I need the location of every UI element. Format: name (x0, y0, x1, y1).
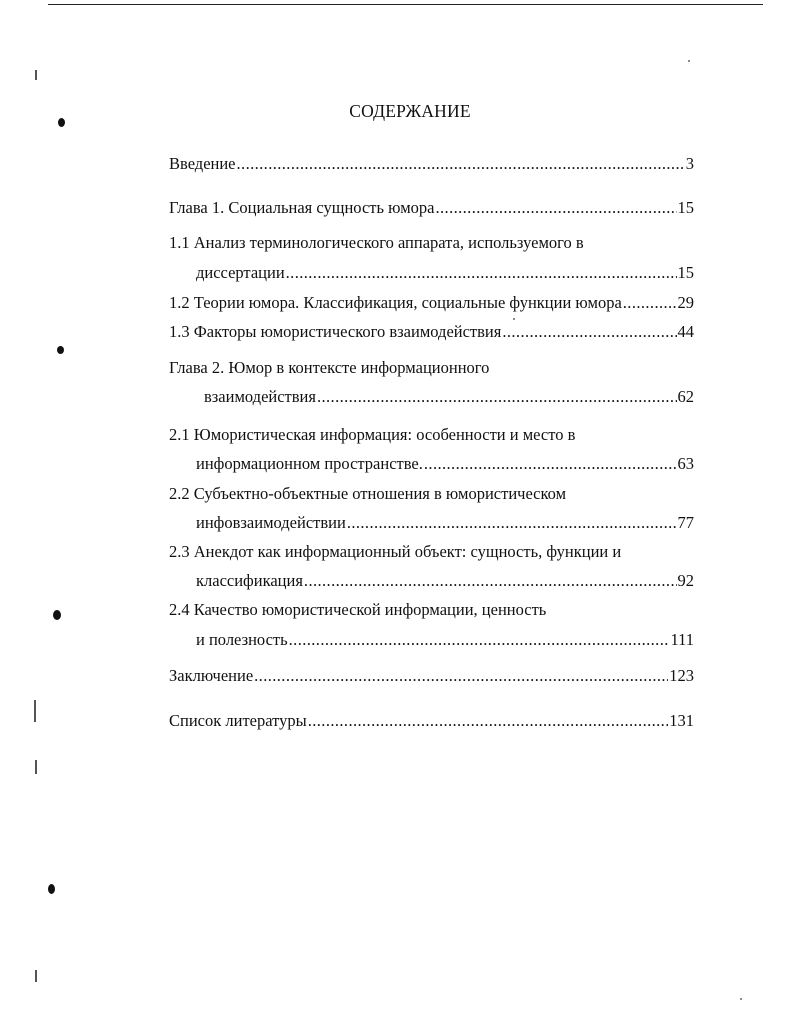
toc-entry-bibliography[interactable] (169, 709, 694, 733)
dot-leader (436, 196, 677, 220)
dot-leader (289, 628, 670, 652)
binder-hole-mark (53, 610, 61, 620)
toc-entry-text: Глава 1. Социальная сущность юмора (169, 198, 435, 217)
toc-entry-text: инфовзаимодействии (196, 513, 346, 532)
toc-page-number: 77 (677, 513, 694, 532)
top-rule (48, 4, 763, 5)
toc-entry-introduction[interactable] (169, 152, 694, 176)
scan-edge-mark (34, 700, 36, 722)
dot-leader (304, 569, 677, 593)
toc-entry-conclusion[interactable] (169, 664, 694, 688)
dot-leader (286, 261, 677, 285)
binder-hole-mark (48, 884, 55, 894)
toc-entry-1-1[interactable] (196, 261, 694, 285)
toc-page-number: 15 (677, 263, 694, 282)
toc-entry-1-2[interactable] (169, 291, 694, 315)
toc-entry-text: классификация (196, 571, 303, 590)
toc-entry-text: 1.3 Факторы юмористического взаимодействия (169, 322, 502, 341)
dot-leader (623, 291, 677, 315)
toc-entry-2-3[interactable] (196, 569, 694, 593)
toc-entry-text: и полезность (196, 630, 288, 649)
toc-entry-text: диссертации (196, 263, 285, 282)
toc-entry-chapter-2-first-line: Глава 2. Юмор в контексте информационного (169, 358, 490, 377)
toc-entry-2-3-first-line: 2.3 Анекдот как информационный объект: сущность, функции и (169, 542, 622, 561)
toc-page-number: 63 (677, 454, 694, 473)
toc-entry-2-1-first-line: 2.1 Юмористическая информация: особенности и место в (169, 425, 576, 444)
scan-speck (688, 60, 690, 62)
toc-page-number: 44 (677, 322, 694, 341)
toc-entry-text: Заключение (169, 666, 254, 685)
toc-entry-2-4[interactable] (196, 628, 694, 652)
dot-leader (254, 664, 668, 688)
toc-entry-2-1[interactable] (196, 452, 694, 476)
toc-entry-text: Список литературы (169, 711, 307, 730)
binder-hole-mark (57, 346, 64, 354)
toc-entry-2-2[interactable] (196, 511, 694, 535)
toc-page-number: 123 (669, 666, 694, 685)
toc-entry-text: информационном пространстве. (196, 454, 423, 473)
dot-leader (347, 511, 677, 535)
scan-edge-mark (35, 970, 37, 982)
scan-edge-mark (35, 760, 37, 774)
scan-speck (740, 998, 742, 1000)
toc-page-number: 62 (677, 387, 694, 406)
toc-page-number: 131 (669, 711, 694, 730)
toc-entry-text: взаимодействия (204, 387, 316, 406)
toc-entry-2-4-first-line: 2.4 Качество юмористической информации, ценность (169, 600, 547, 619)
scan-edge-mark (35, 70, 37, 80)
toc-entry-1-1-first-line: 1.1 Анализ терминологического аппарата, используемого в (169, 233, 584, 252)
toc-entry-1-3[interactable] (169, 320, 694, 344)
dot-leader (424, 452, 677, 476)
toc-page-number: 3 (685, 154, 694, 173)
toc-entry-2-2-first-line: 2.2 Субъектно-объектные отношения в юмористическом (169, 484, 567, 503)
toc-page-number: 111 (670, 630, 694, 649)
toc-entry-text: 1.2 Теории юмора. Классификация, социальные функции юмора (169, 293, 622, 312)
toc-entry-chapter-1[interactable] (169, 196, 694, 220)
dot-leader (308, 709, 669, 733)
toc-entry-text: Введение (169, 154, 236, 173)
toc-entry-chapter-2[interactable] (204, 385, 694, 409)
toc-page-number: 29 (677, 293, 694, 312)
toc-page-number: 92 (677, 571, 694, 590)
toc-page-number: 15 (677, 198, 694, 217)
dot-leader (502, 320, 676, 344)
page-title: СОДЕРЖАНИЕ (349, 101, 471, 121)
dot-leader (237, 152, 685, 176)
dot-leader (317, 385, 677, 409)
